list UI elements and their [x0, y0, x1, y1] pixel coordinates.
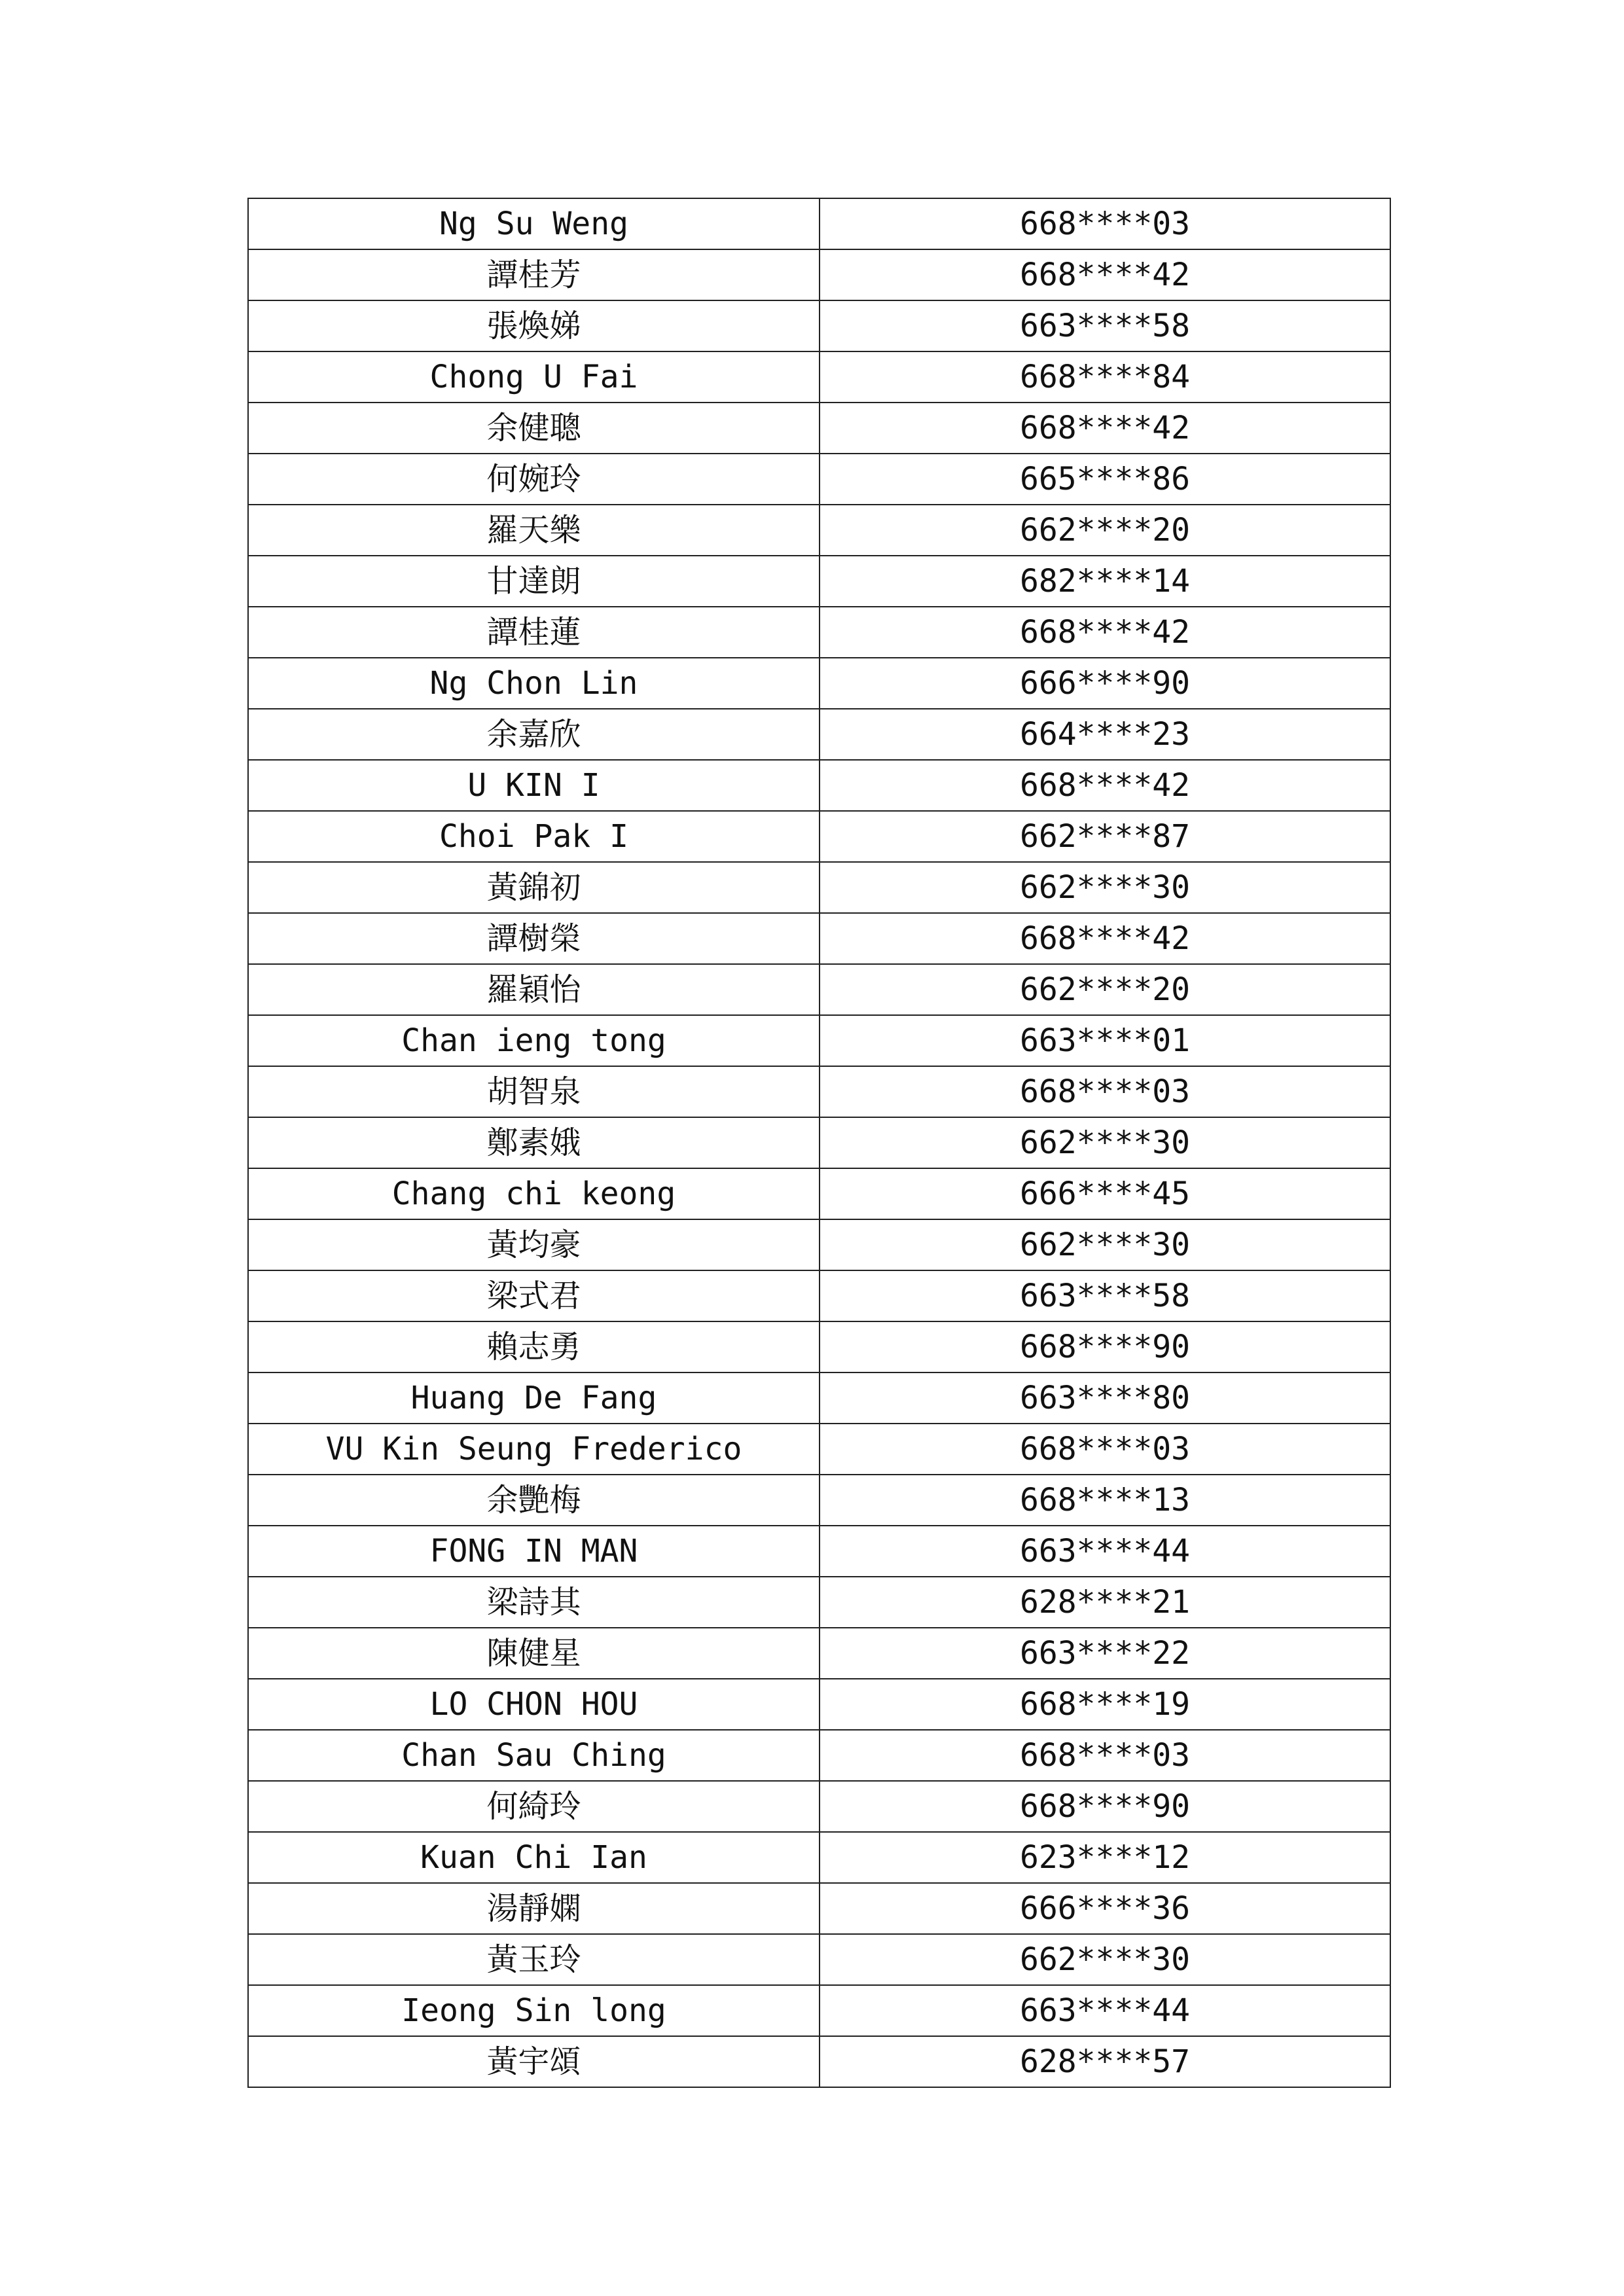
phone-cell: 663****58 — [820, 300, 1390, 351]
phone-cell: 682****14 — [820, 556, 1390, 607]
name-cell: Chan Sau Ching — [248, 1730, 820, 1781]
phone-cell: 668****42 — [820, 249, 1390, 300]
name-cell: 余艷梅 — [248, 1475, 820, 1526]
table-row — [248, 709, 1390, 760]
phone-cell: 668****03 — [820, 1730, 1390, 1781]
phone-cell: 662****30 — [820, 1934, 1390, 1985]
table-row — [248, 862, 1390, 913]
table-row — [248, 1117, 1390, 1168]
table-row — [248, 1985, 1390, 2036]
phone-cell: 668****42 — [820, 607, 1390, 658]
name-cell: 甘達朗 — [248, 556, 820, 607]
phone-cell: 668****90 — [820, 1321, 1390, 1372]
name-cell: Chan ieng tong — [248, 1015, 820, 1066]
phone-cell: 668****42 — [820, 403, 1390, 454]
table-row — [248, 351, 1390, 403]
name-cell: 胡智泉 — [248, 1066, 820, 1117]
name-cell: 湯靜嫻 — [248, 1883, 820, 1934]
table-row — [248, 1526, 1390, 1577]
table-row — [248, 1934, 1390, 1985]
name-cell: Chong U Fai — [248, 351, 820, 403]
table-row — [248, 1475, 1390, 1526]
table-row — [248, 1372, 1390, 1424]
table-row — [248, 1015, 1390, 1066]
phone-cell: 665****86 — [820, 454, 1390, 505]
name-cell: LO CHON HOU — [248, 1679, 820, 1730]
table-row — [248, 198, 1390, 249]
name-cell: 譚桂蓮 — [248, 607, 820, 658]
phone-cell: 662****20 — [820, 964, 1390, 1015]
name-cell: Choi Pak I — [248, 811, 820, 862]
phone-cell: 668****42 — [820, 760, 1390, 811]
phone-cell: 662****20 — [820, 505, 1390, 556]
name-cell: 梁詩其 — [248, 1577, 820, 1628]
table-row — [248, 1628, 1390, 1679]
phone-cell: 666****45 — [820, 1168, 1390, 1219]
roster-table-body — [248, 198, 1390, 2087]
table-row — [248, 760, 1390, 811]
table-row — [248, 1679, 1390, 1730]
name-cell: Chang chi keong — [248, 1168, 820, 1219]
table-row — [248, 658, 1390, 709]
table-row — [248, 1883, 1390, 1934]
phone-cell: 662****30 — [820, 862, 1390, 913]
name-cell: 黃均豪 — [248, 1219, 820, 1270]
name-cell: 梁式君 — [248, 1270, 820, 1321]
phone-cell: 662****87 — [820, 811, 1390, 862]
table-row — [248, 607, 1390, 658]
name-cell: 黃玉玲 — [248, 1934, 820, 1985]
phone-cell: 668****03 — [820, 198, 1390, 249]
phone-cell: 663****01 — [820, 1015, 1390, 1066]
roster-table — [247, 198, 1391, 2088]
table-row — [248, 300, 1390, 351]
name-cell: 黃宇頌 — [248, 2036, 820, 2087]
name-cell: 羅穎怡 — [248, 964, 820, 1015]
phone-cell: 668****03 — [820, 1066, 1390, 1117]
name-cell: 羅天樂 — [248, 505, 820, 556]
phone-cell: 623****12 — [820, 1832, 1390, 1883]
table-row — [248, 1168, 1390, 1219]
table-row — [248, 964, 1390, 1015]
name-cell: Kuan Chi Ian — [248, 1832, 820, 1883]
name-cell: 何綺玲 — [248, 1781, 820, 1832]
phone-cell: 666****90 — [820, 658, 1390, 709]
name-cell: Ng Chon Lin — [248, 658, 820, 709]
table-row — [248, 1832, 1390, 1883]
phone-cell: 663****44 — [820, 1985, 1390, 2036]
table-row — [248, 1321, 1390, 1372]
name-cell: VU Kin Seung Frederico — [248, 1424, 820, 1475]
name-cell: 何婉玲 — [248, 454, 820, 505]
phone-cell: 628****57 — [820, 2036, 1390, 2087]
table-row — [248, 403, 1390, 454]
phone-cell: 662****30 — [820, 1117, 1390, 1168]
table-row — [248, 1066, 1390, 1117]
table-row — [248, 913, 1390, 964]
phone-cell: 668****13 — [820, 1475, 1390, 1526]
name-cell: Ieong Sin long — [248, 1985, 820, 2036]
table-row — [248, 1424, 1390, 1475]
phone-cell: 663****80 — [820, 1372, 1390, 1424]
phone-cell: 668****90 — [820, 1781, 1390, 1832]
table-row — [248, 556, 1390, 607]
name-cell: 譚桂芳 — [248, 249, 820, 300]
name-cell: 余嘉欣 — [248, 709, 820, 760]
name-cell: 鄭素娥 — [248, 1117, 820, 1168]
name-cell: Huang De Fang — [248, 1372, 820, 1424]
phone-cell: 663****44 — [820, 1526, 1390, 1577]
name-cell: 譚樹榮 — [248, 913, 820, 964]
name-cell: FONG IN MAN — [248, 1526, 820, 1577]
table-row — [248, 505, 1390, 556]
table-row — [248, 1577, 1390, 1628]
name-cell: 余健聰 — [248, 403, 820, 454]
table-row — [248, 2036, 1390, 2087]
name-cell: U KIN I — [248, 760, 820, 811]
table-row — [248, 454, 1390, 505]
table-row — [248, 811, 1390, 862]
phone-cell: 663****22 — [820, 1628, 1390, 1679]
phone-cell: 668****19 — [820, 1679, 1390, 1730]
table-row — [248, 249, 1390, 300]
name-cell: 賴志勇 — [248, 1321, 820, 1372]
phone-cell: 668****03 — [820, 1424, 1390, 1475]
table-row — [248, 1781, 1390, 1832]
name-cell: Ng Su Weng — [248, 198, 820, 249]
table-row — [248, 1270, 1390, 1321]
phone-cell: 628****21 — [820, 1577, 1390, 1628]
phone-cell: 668****42 — [820, 913, 1390, 964]
phone-cell: 666****36 — [820, 1883, 1390, 1934]
phone-cell: 664****23 — [820, 709, 1390, 760]
table-row — [248, 1730, 1390, 1781]
name-cell: 陳健星 — [248, 1628, 820, 1679]
phone-cell: 663****58 — [820, 1270, 1390, 1321]
table-row — [248, 1219, 1390, 1270]
name-cell: 黃錦初 — [248, 862, 820, 913]
name-cell: 張煥娣 — [248, 300, 820, 351]
phone-cell: 668****84 — [820, 351, 1390, 403]
phone-cell: 662****30 — [820, 1219, 1390, 1270]
